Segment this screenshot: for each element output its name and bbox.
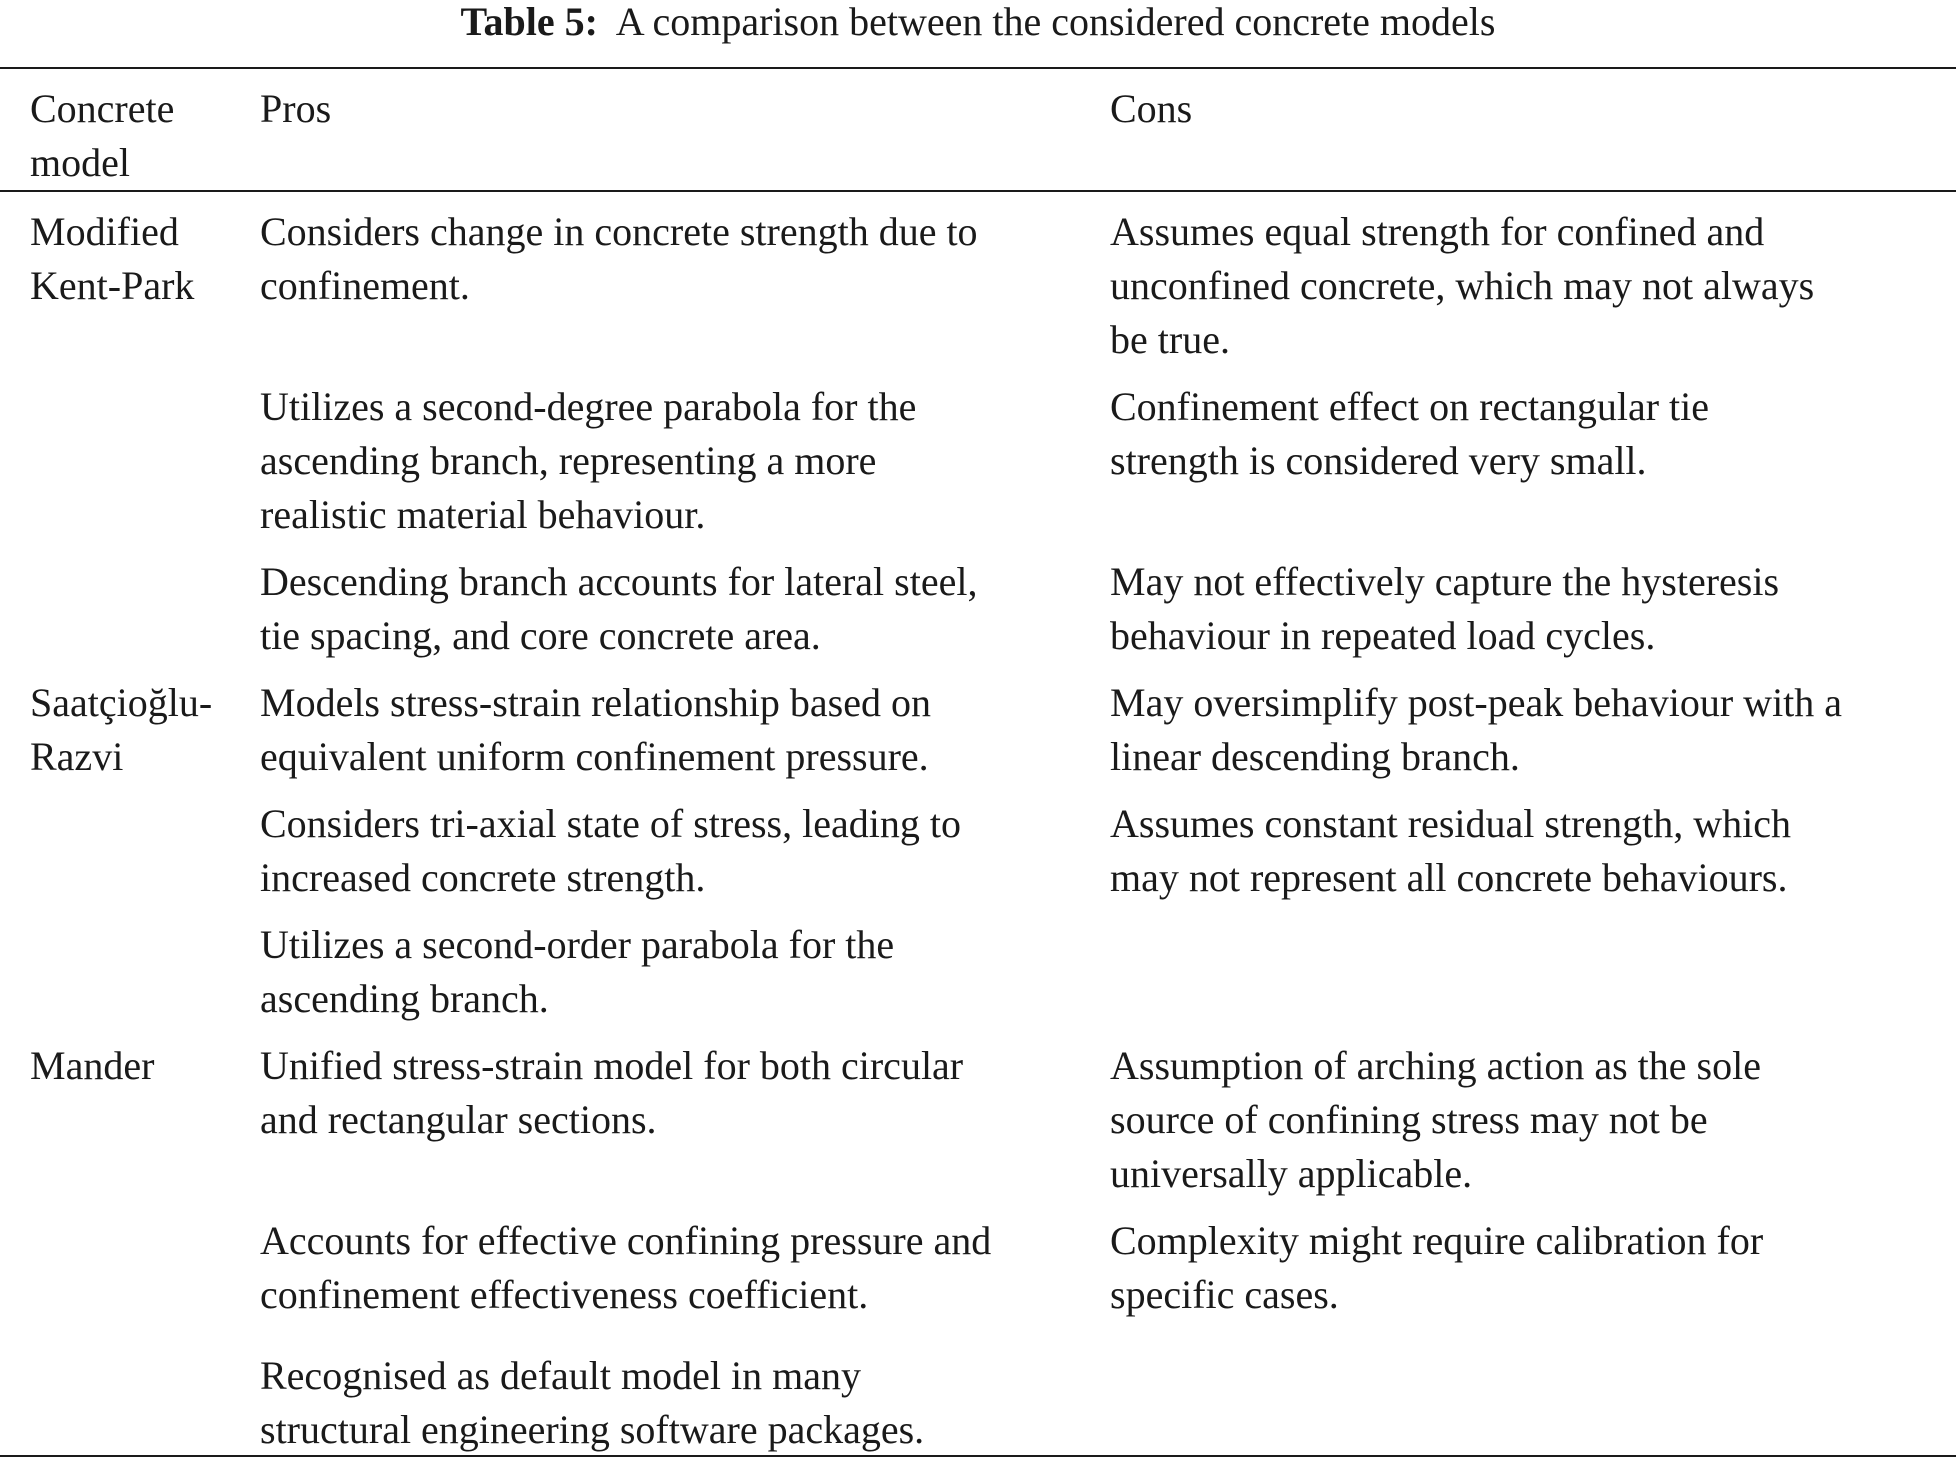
header-pros: Pros <box>260 86 332 131</box>
table-cell-model: Mander <box>30 1043 155 1088</box>
table-cell-pros: Unified stress-strain model for both circular and rectangular sections. <box>260 1043 964 1142</box>
table-cell-pros: Considers change in concrete strength due to confinement. <box>260 209 978 308</box>
table-cell-pros: Accounts for effective confining pressure and confinement effectiveness coefficient. <box>260 1218 992 1317</box>
table-cell-cons: Assumes equal strength for confined and unconfined concrete, which may not always be true. <box>1110 209 1815 362</box>
bottom-rule <box>0 1455 1956 1457</box>
table-cell-cons: May not effectively capture the hysteresis behaviour in repeated load cycles. <box>1110 559 1780 658</box>
table-caption-text: A comparison between the considered concrete models <box>615 0 1496 44</box>
table-cell-cons: Complexity might require calibration for specific cases. <box>1110 1218 1764 1317</box>
table-cell-model: Modified Kent-Park <box>30 209 195 308</box>
table-cell-pros: Utilizes a second-order parabola for the ascending branch. <box>260 922 895 1021</box>
table-caption-label: Table 5: <box>460 0 598 44</box>
table-cell-cons: May oversimplify post-peak behaviour with a linear descending branch. <box>1110 680 1843 779</box>
table-cell-cons: Assumes constant residual strength, which may not represent all concrete behaviours. <box>1110 801 1791 900</box>
table-cell-cons: Confinement effect on rectangular tie strength is considered very small. <box>1110 384 1710 483</box>
top-rule <box>0 67 1956 69</box>
table-cell-pros: Considers tri-axial state of stress, leading to increased concrete strength. <box>260 801 961 900</box>
table-cell-pros: Utilizes a second-degree parabola for the ascending branch, representing a more realistic material behaviour. <box>260 384 917 537</box>
table-cell-pros: Models stress-strain relationship based on equivalent uniform confinement pressure. <box>260 680 931 779</box>
header-concrete-model: Concrete model <box>30 86 175 185</box>
table-caption <box>0 0 1956 44</box>
table-cell-pros: Recognised as default model in many structural engineering software packages. <box>260 1353 925 1452</box>
table-cell-cons: Assumption of arching action as the sole source of confining stress may not be universally applicable. <box>1110 1043 1761 1196</box>
table-cell-pros: Descending branch accounts for lateral steel, tie spacing, and core concrete area. <box>260 559 978 658</box>
table-cell-model: Saatçioğlu- Razvi <box>30 680 213 779</box>
header-cons: Cons <box>1110 86 1193 131</box>
header-rule <box>0 190 1956 192</box>
